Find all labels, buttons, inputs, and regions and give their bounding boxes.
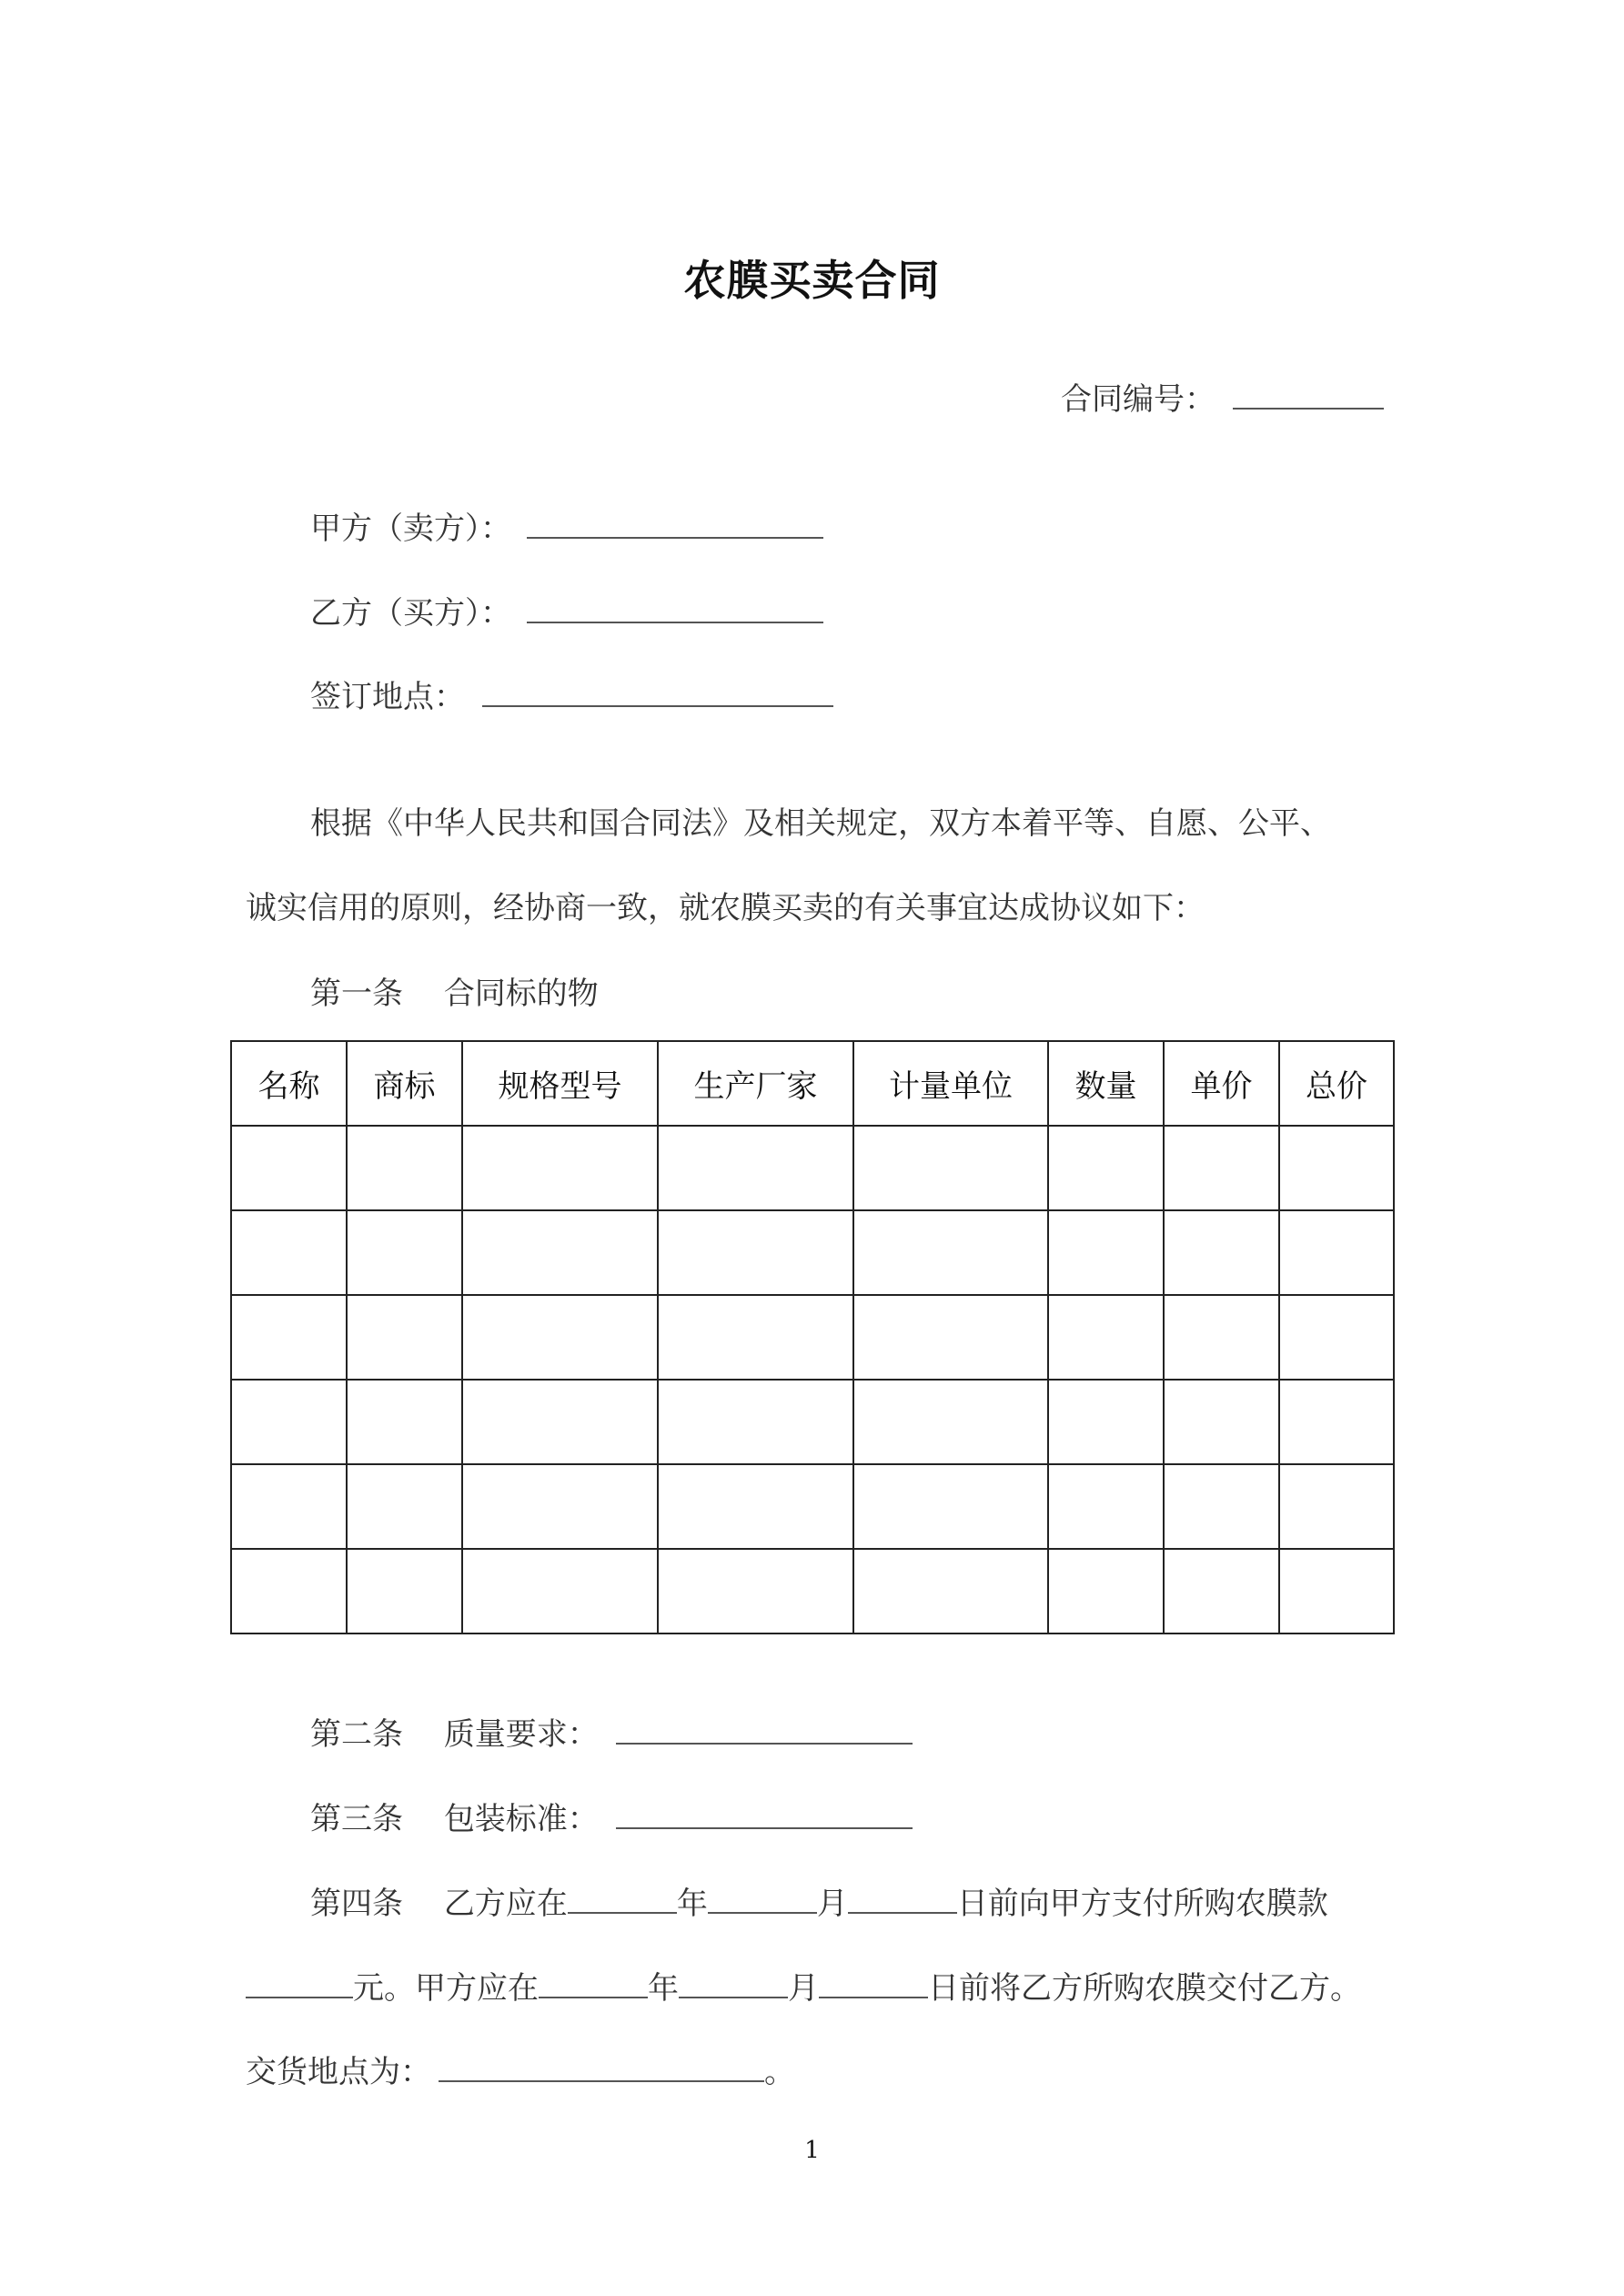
goods-table — [230, 1040, 1395, 1634]
article-3-row — [310, 1800, 913, 1837]
article-4-text: 日前将乙方所购农膜交付乙方。 — [928, 1970, 1361, 2007]
article-3-label: 包装标准： — [443, 1801, 599, 1837]
table-cell[interactable] — [1164, 1380, 1279, 1464]
article-1-number: 第一条 — [310, 976, 403, 1012]
delivery-month-field[interactable] — [679, 1969, 788, 1998]
table-cell[interactable] — [1164, 1549, 1279, 1633]
document-title: 农膜买卖合同 — [683, 256, 941, 305]
table-cell[interactable] — [347, 1126, 462, 1210]
col-header-unit: 计量单位 — [853, 1041, 1048, 1126]
article-4-line-1 — [310, 1885, 1328, 1922]
table-cell[interactable] — [1048, 1464, 1164, 1549]
table-cell[interactable] — [853, 1126, 1048, 1210]
preamble-line-2: 诚实信用的原则，经协商一致，就农膜买卖的有关事宜达成协议如下： — [246, 890, 1205, 926]
table-row — [231, 1295, 1394, 1380]
table-cell[interactable] — [347, 1464, 462, 1549]
payment-month-field[interactable] — [708, 1885, 817, 1914]
table-cell[interactable] — [462, 1549, 658, 1633]
table-cell[interactable] — [1048, 1380, 1164, 1464]
table-cell[interactable] — [1164, 1464, 1279, 1549]
contract-number-field[interactable] — [1233, 380, 1384, 410]
payment-year-field[interactable] — [568, 1885, 677, 1914]
article-1-title: 合同标的物 — [443, 976, 599, 1012]
table-cell[interactable] — [231, 1295, 347, 1380]
table-cell[interactable] — [231, 1464, 347, 1549]
table-cell[interactable] — [231, 1380, 347, 1464]
party-b-field[interactable] — [527, 594, 823, 623]
table-cell[interactable] — [462, 1210, 658, 1295]
payment-amount-field[interactable] — [246, 1969, 353, 1998]
table-row — [231, 1549, 1394, 1633]
year-label: 年 — [648, 1970, 679, 2007]
table-cell[interactable] — [1048, 1126, 1164, 1210]
table-cell[interactable] — [658, 1549, 853, 1633]
table-cell[interactable] — [462, 1464, 658, 1549]
payment-day-field[interactable] — [848, 1885, 957, 1914]
table-cell[interactable] — [347, 1549, 462, 1633]
table-cell[interactable] — [1279, 1549, 1394, 1633]
table-cell[interactable] — [1279, 1464, 1394, 1549]
article-4-text: 日前向甲方支付所购农膜款 — [956, 1886, 1328, 1922]
table-cell[interactable] — [1164, 1210, 1279, 1295]
col-header-name: 名称 — [231, 1041, 347, 1126]
article-2-row — [310, 1715, 913, 1753]
article-4-text: 元。甲方应在 — [353, 1970, 539, 2007]
party-a-field[interactable] — [527, 510, 823, 539]
preamble-line-1: 根据《中华人民共和国合同法》及相关规定，双方本着平等、自愿、公平、 — [310, 805, 1331, 842]
table-cell[interactable] — [1279, 1295, 1394, 1380]
col-header-spec: 规格型号 — [462, 1041, 658, 1126]
contract-number-row — [1061, 380, 1384, 418]
article-3-number: 第三条 — [310, 1801, 403, 1837]
table-cell[interactable] — [853, 1210, 1048, 1295]
article-2-number: 第二条 — [310, 1716, 403, 1753]
table-cell[interactable] — [1279, 1210, 1394, 1295]
table-cell[interactable] — [231, 1126, 347, 1210]
table-cell[interactable] — [1164, 1295, 1279, 1380]
party-b-label: 乙方（买方）： — [310, 595, 511, 632]
party-a-label: 甲方（卖方）： — [310, 511, 511, 547]
period: 。 — [764, 2054, 795, 2090]
month-label: 月 — [788, 1970, 819, 2007]
table-cell[interactable] — [853, 1549, 1048, 1633]
col-header-unit-price: 单价 — [1164, 1041, 1279, 1126]
col-header-total-price: 总价 — [1279, 1041, 1394, 1126]
table-row — [231, 1210, 1394, 1295]
table-cell[interactable] — [1279, 1126, 1394, 1210]
table-cell[interactable] — [347, 1295, 462, 1380]
col-header-brand: 商标 — [347, 1041, 462, 1126]
table-cell[interactable] — [658, 1380, 853, 1464]
party-a-row — [310, 510, 823, 547]
table-cell[interactable] — [462, 1380, 658, 1464]
table-row — [231, 1126, 1394, 1210]
article-4-number: 第四条 — [310, 1886, 403, 1922]
signing-place-field[interactable] — [482, 678, 833, 707]
contract-number-label: 合同编号： — [1061, 381, 1215, 418]
table-cell[interactable] — [347, 1380, 462, 1464]
table-cell[interactable] — [853, 1380, 1048, 1464]
table-cell[interactable] — [853, 1464, 1048, 1549]
table-cell[interactable] — [853, 1295, 1048, 1380]
table-cell[interactable] — [1048, 1210, 1164, 1295]
article-4-line-3 — [246, 2053, 795, 2090]
table-cell[interactable] — [231, 1549, 347, 1633]
signing-place-row — [310, 678, 833, 715]
table-header-row — [231, 1041, 1394, 1126]
delivery-day-field[interactable] — [819, 1969, 928, 1998]
party-b-row — [310, 594, 823, 632]
table-cell[interactable] — [347, 1210, 462, 1295]
article-4-line-2 — [246, 1969, 1361, 2007]
packaging-standard-field[interactable] — [616, 1800, 913, 1829]
table-cell[interactable] — [658, 1464, 853, 1549]
article-1-heading — [310, 976, 599, 1012]
table-row — [231, 1464, 1394, 1549]
signing-place-label: 签订地点： — [310, 679, 465, 715]
delivery-place-field[interactable] — [439, 2053, 764, 2082]
table-cell[interactable] — [658, 1210, 853, 1295]
table-cell[interactable] — [1164, 1126, 1279, 1210]
year-label: 年 — [676, 1886, 708, 1922]
table-cell[interactable] — [1279, 1380, 1394, 1464]
table-cell[interactable] — [231, 1210, 347, 1295]
table-cell[interactable] — [1048, 1295, 1164, 1380]
table-cell[interactable] — [658, 1295, 853, 1380]
month-label: 月 — [816, 1886, 848, 1922]
table-cell[interactable] — [462, 1126, 658, 1210]
article-4-text: 乙方应在 — [443, 1886, 568, 1922]
delivery-year-field[interactable] — [539, 1969, 648, 1998]
col-header-quantity: 数量 — [1048, 1041, 1164, 1126]
delivery-place-label: 交货地点为： — [246, 2054, 431, 2090]
table-cell[interactable] — [1048, 1549, 1164, 1633]
table-row — [231, 1380, 1394, 1464]
quality-requirements-field[interactable] — [616, 1715, 913, 1745]
article-2-label: 质量要求： — [443, 1716, 599, 1753]
table-cell[interactable] — [462, 1295, 658, 1380]
col-header-manufacturer: 生产厂家 — [658, 1041, 853, 1126]
table-cell[interactable] — [658, 1126, 853, 1210]
page-number: 1 — [804, 2137, 820, 2164]
